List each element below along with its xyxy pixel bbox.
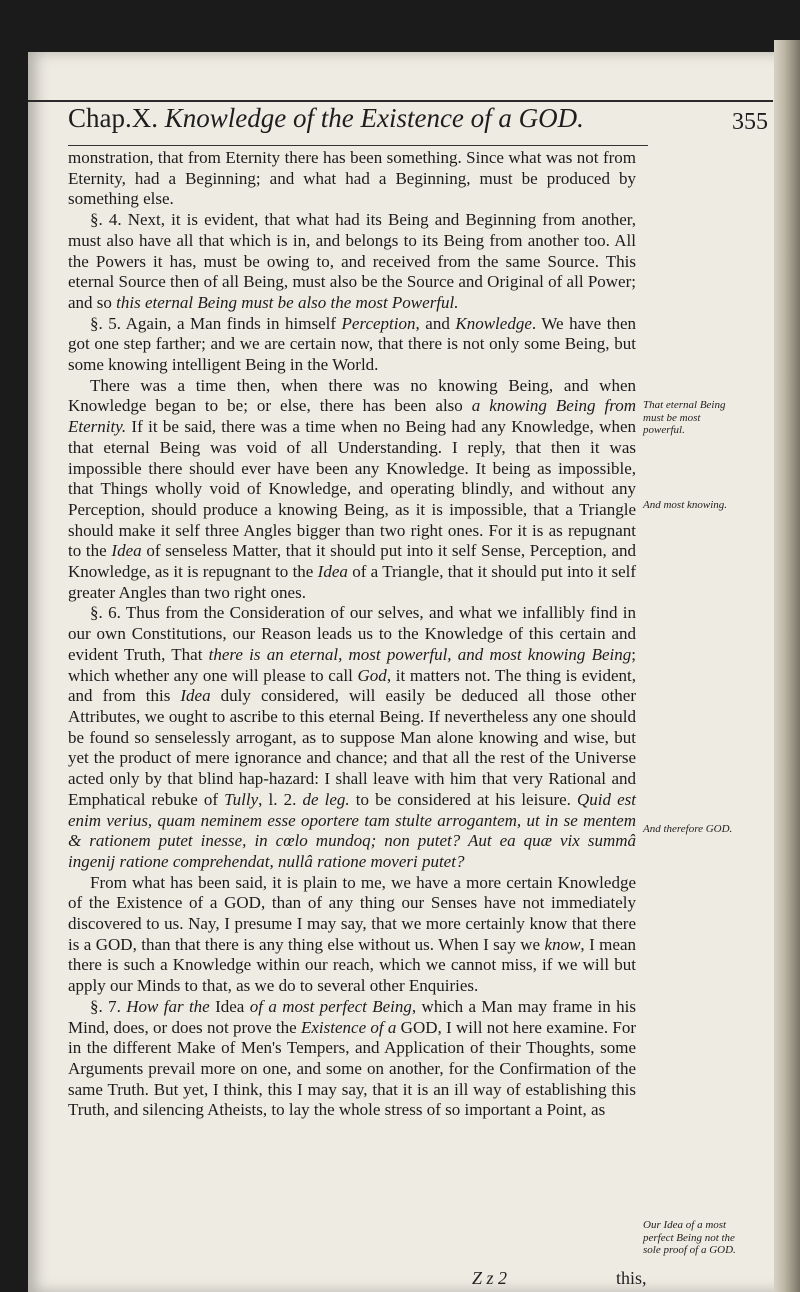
- p4-text-2: If it be said, there was a time when no Being had any Knowledge, when that eternal Being was void of all Understanding. I reply, that then it was impossible there should ever have been any Knowledge. It being as impossible, that Things wholly void of Knowledge, and operating blindly, and without any Perception, should produce a knowing Being, as it is impossible, that a Triangle should make it self three Angles bigger than two right ones. For it is as repugnant to the: [68, 417, 636, 561]
- p3-italic-perception: Perception: [341, 313, 416, 333]
- p3-text: §. 5. Again, a Man finds in himself: [90, 313, 342, 333]
- p7-text-2: , which a Man may frame in his Mind, does, or does not prove the: [68, 996, 636, 1037]
- paragraph-2: [68, 210, 636, 314]
- running-title: Knowledge of the Existence of a GOD.: [164, 103, 584, 133]
- running-header: [68, 103, 768, 143]
- p5-latin-quote: Quid est enim verius, quam neminem esse oportere tam stulte arrogantem, ut in se mentem & rationem putet inesse, in cœlo mundoq; non putet? Aut ea quæ vix summâ ingenij ratione comprehendat, nullâ ratione moveri putet?: [68, 789, 637, 871]
- paragraph-5: [68, 603, 636, 872]
- paragraph-3: [68, 314, 636, 376]
- paragraph-1: monstration, that from Eternity there has been something. Since what was not from Eternity, had a Beginning; and what had a Beginning, must be produced by something else.: [68, 148, 636, 209]
- p5-italic-idea: Idea: [180, 686, 211, 706]
- chapter-label: Chap.X.: [68, 103, 158, 133]
- p4-text: There was a time then, when there was no knowing Being, and when Knowledge began to be; or else, there has been also: [68, 375, 636, 416]
- p4-italic-idea: Idea: [111, 541, 142, 561]
- p3-italic-knowledge: Knowledge: [455, 313, 532, 333]
- p4-text-3: of senseless Matter, that it should put into it self Sense, Perception, and Knowledge, as it is repugnant to the: [68, 541, 636, 582]
- paragraph-4: [68, 376, 636, 604]
- p5-text-4: duly considered, will easily be deduced all those other Attributes, we ought to ascribe to this eternal Being. If nevertheless any one should be found so senselessly arrogant, as to suppose Man alone knowing and wise, but yet the product of mere ignorance and chance; and that all the rest of the Universe acted only by that blind hap-hazard: I shall leave with him that very Rational and Emphatical rebuke of: [68, 686, 636, 809]
- p5-italic-deleg: de leg.: [302, 789, 350, 809]
- page-gutter: [774, 40, 800, 1292]
- p5-text-2: ; which whether any one will please to call: [68, 644, 637, 685]
- p7-italic-2: of a most perfect Being: [244, 996, 412, 1016]
- p4-italic: a knowing Being from Eternity.: [68, 396, 637, 437]
- marginal-note-3: And therefore GOD.: [643, 823, 733, 835]
- p5-italic-god: God: [357, 665, 387, 685]
- p3-text-3: . We have then got one step farther; and we are certain now, that there is not only some Being, but some knowing intelligent Being in the World.: [68, 313, 637, 375]
- p3-text-2: , and: [415, 313, 456, 333]
- p5-text-5: , l. 2.: [258, 789, 303, 809]
- paragraph-6: [68, 873, 636, 997]
- p6-text: From what has been said, it is plain to me, we have a more certain Knowledge of the Existence of a GOD, than of any thing our Senses have not immediately discovered to us. Nay, I presume I may say, that we more certainly know that there is a GOD, than that there is any thing else without us. When I say we: [68, 872, 636, 954]
- p5-text-3: , it matters not. The thing is evident, and from this: [68, 665, 636, 706]
- signature-mark: Z z 2: [472, 1268, 508, 1288]
- p5-text: §. 6. Thus from the Consideration of our selves, and what we infallibly find in our own Constitutions, our Reason leads us to the Knowledge of this certain and evident Truth, That: [68, 603, 636, 664]
- p2-text: §. 4. Next, it is evident, that what had its Being and Beginning from another, must also have all that which is in, and belongs to its Being from another too. All the Powers it has, must be owing to, and received from the same Source. This eternal Source then of all Being, must also be the Source and Original of all Power; and so: [68, 210, 636, 312]
- marginal-note-2: And most knowing.: [643, 499, 728, 511]
- p4-italic-idea-2: Idea: [317, 562, 348, 582]
- marginal-note-1: That eternal Being must be most powerful.: [643, 399, 726, 436]
- p5-italic-tully: Tully: [224, 789, 259, 809]
- p7-italic: How far the: [126, 996, 216, 1016]
- main-text: [68, 148, 636, 1121]
- p2-italic: this eternal Being must be also the most Powerful.: [116, 292, 459, 312]
- p7-text: §. 7.: [90, 996, 127, 1016]
- p7-italic-3: Existence of a: [300, 1017, 397, 1037]
- p6-text-2: , I mean there is such a Knowledge within our reach, which we cannot miss, if we will but apply our Minds to that, as we do to several other Enquiries.: [68, 934, 636, 996]
- paragraph-7: [68, 997, 636, 1121]
- header-title: [68, 103, 584, 134]
- p7-idea: Idea: [215, 996, 245, 1016]
- p4-text-4: of a Triangle, that it should put into it self greater Angles than two right ones.: [68, 562, 637, 602]
- p5-italic: there is an eternal, most powerful, and most knowing Being: [208, 644, 632, 664]
- marginal-note-4: Our Idea of a most perfect Being not the sole proof of a GOD.: [643, 1219, 736, 1256]
- p7-text-3: GOD, I will not here examine. For in the different Make of Men's Tempers, and Application of their Thoughts, some Arguments prevail more on one, and some on another, for the Confirmation of the same Truth. But yet, I think, this I may say, that it is an ill way of establishing this Truth, and silencing Atheists, to lay the whole stress of so important a Point, as: [68, 1017, 636, 1120]
- p6-italic-know: know: [544, 934, 581, 954]
- header-top-rule: [28, 100, 773, 102]
- page-number: 355: [732, 109, 768, 135]
- header-rule: [68, 145, 648, 146]
- catchword: this,: [616, 1268, 647, 1288]
- p5-text-6: to be considered at his leisure.: [349, 789, 578, 809]
